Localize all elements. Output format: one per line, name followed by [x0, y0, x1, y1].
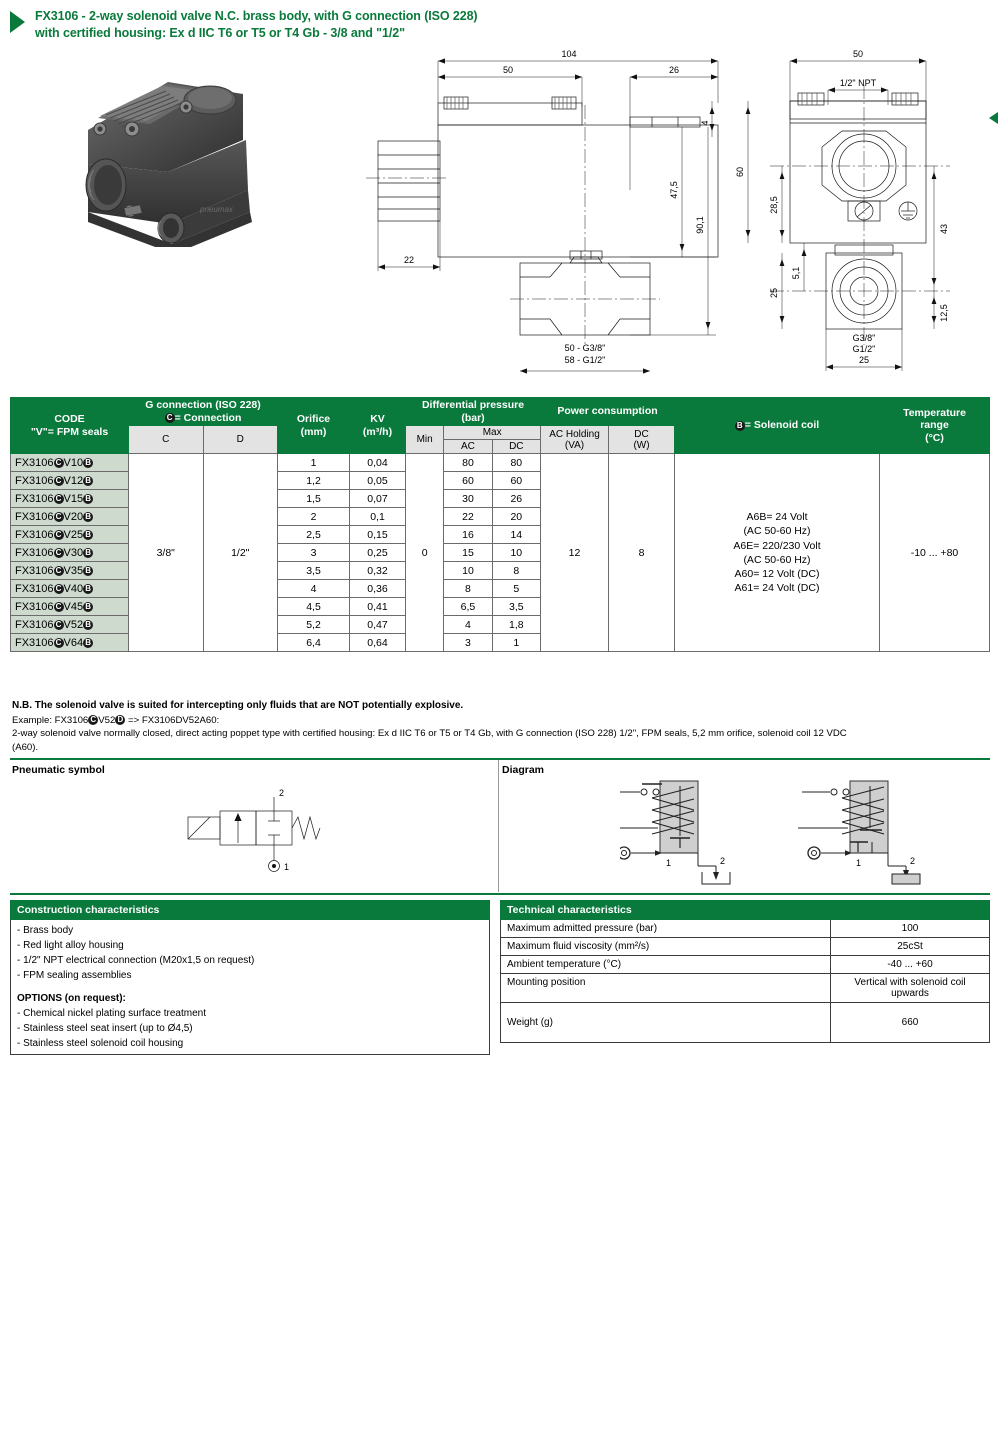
construction-item: - Red light alloy housing [17, 940, 124, 951]
note-block [12, 699, 990, 755]
svg-text:pneumax: pneumax [200, 205, 233, 214]
diagram-right-port1: 1 [856, 858, 862, 868]
cell-orifice: 2,5 [278, 526, 350, 544]
technical-row [501, 974, 990, 1003]
cell-max-ac: 15 [444, 544, 492, 562]
cell-max-ac: 22 [444, 508, 492, 526]
th-ac-holding-line2: (VA) [564, 439, 585, 451]
th-power-consumption: Power consumption [541, 398, 675, 426]
diagram-left-port1: 1 [666, 858, 672, 868]
cell-orifice: 5,2 [278, 616, 350, 634]
construction-options-list [17, 1006, 483, 1051]
dim-bottom-g38: 50 - G3/8" [564, 343, 606, 353]
panel-divider [498, 760, 499, 892]
construction-option-item: - Chemical nickel plating surface treatment [17, 1008, 206, 1019]
cell-max-ac: 3 [444, 634, 492, 652]
cell-max-ac: 80 [444, 454, 492, 472]
th-ac-holding-line1: AC Holding [549, 428, 600, 440]
th-diff-line2: (bar) [461, 411, 485, 424]
technical-key: Weight (g) [501, 1003, 831, 1043]
th-code [11, 398, 129, 454]
dim-g12: G1/2" [852, 344, 876, 354]
diagram-label: Diagram [502, 764, 545, 776]
technical-key: Maximum fluid viscosity (mm²/s) [501, 938, 831, 956]
th-dc-w [609, 426, 675, 454]
cell-code: FX3106 C V25 B [11, 526, 129, 544]
cell-temperature: -10 ... +80 [880, 454, 990, 652]
cell-orifice: 1,2 [278, 472, 350, 490]
product-photo [58, 72, 273, 247]
circled-b-icon: B [83, 494, 93, 504]
th-g-connection [129, 398, 278, 426]
cell-dc-w: 8 [609, 454, 675, 652]
cell-max-dc: 80 [492, 454, 540, 472]
note-line-1: N.B. The solenoid valve is suited for intercepting only fluids that are NOT potentially explosive. [12, 700, 464, 711]
dim-25-bottom: 25 [858, 355, 870, 365]
divider-bottom [10, 893, 990, 895]
construction-item: - Brass body [17, 925, 74, 936]
dim-25-left: 25 [769, 287, 779, 299]
cell-orifice: 4,5 [278, 598, 350, 616]
circled-c-icon: C [54, 476, 64, 486]
cell-max-dc: 5 [492, 580, 540, 598]
circled-b-icon: B [83, 620, 93, 630]
cell-solenoid-coil [675, 454, 880, 652]
coil-line: A61= 24 Volt (DC) [734, 582, 820, 595]
dim-90-1: 90,1 [695, 216, 705, 234]
construction-body-row [11, 920, 490, 1055]
th-code-line1: CODE [54, 413, 85, 425]
cell-connection-c: 3/8" [129, 454, 204, 652]
circled-c-icon: C [54, 638, 64, 648]
circled-c-icon: C [54, 602, 64, 612]
construction-options-title: OPTIONS (on request): [17, 993, 126, 1004]
circled-b-icon: B [735, 421, 745, 431]
cell-code: FX3106 C V15 B [11, 490, 129, 508]
pneumatic-symbol-label: Pneumatic symbol [12, 764, 105, 776]
coil-line: A60= 12 Volt (DC) [734, 567, 820, 580]
technical-title: Technical characteristics [501, 901, 990, 920]
th-orifice-line2: (mm) [300, 425, 327, 438]
technical-key: Mounting position [501, 974, 831, 1003]
diagram-right-port2: 2 [910, 856, 916, 866]
cell-max-ac: 4 [444, 616, 492, 634]
cell-kv: 0,25 [350, 544, 406, 562]
table-header-row-1 [11, 398, 990, 426]
cell-diff-min: 0 [406, 454, 444, 652]
technical-title-row [501, 901, 990, 920]
circled-c-icon: C [54, 620, 64, 630]
cell-max-dc: 20 [492, 508, 540, 526]
dim-26: 26 [668, 65, 680, 75]
cell-max-dc: 8 [492, 562, 540, 580]
diagram-left-port2: 2 [720, 856, 726, 866]
cell-kv: 0,41 [350, 598, 406, 616]
coil-line: A6B= 24 Volt [746, 511, 808, 524]
technical-value: -40 ... +60 [831, 956, 990, 974]
dim-104: 104 [561, 49, 577, 59]
note-line-4: (A60). [12, 742, 39, 754]
table-row [11, 454, 990, 472]
circled-c-icon-note: C [88, 715, 98, 725]
th-diff-line1: Differential pressure [421, 399, 525, 411]
dim-47-5: 47,5 [669, 181, 679, 199]
coil-line: (AC 50-60 Hz) [743, 525, 811, 538]
circled-b-icon: B [83, 602, 93, 612]
circled-c-icon: C [54, 494, 64, 504]
cell-ac-holding: 12 [541, 454, 609, 652]
circled-b-icon: B [83, 638, 93, 648]
technical-drawing [330, 45, 995, 390]
th-kv-line2: (m³/h) [362, 425, 393, 438]
cell-kv: 0,1 [350, 508, 406, 526]
cell-kv: 0,15 [350, 526, 406, 544]
circled-b-icon: B [83, 530, 93, 540]
note-line-2: Example: FX3106 C V52 D => FX3106DV52A60: [12, 714, 220, 726]
cell-code: FX3106 C V45 B [11, 598, 129, 616]
table-body [11, 454, 990, 652]
diagram-graphic [620, 778, 980, 888]
title-line-2: with certified housing: Ex d IIC T6 or T5 or T4 Gb - 3/8 and "1/2" [35, 25, 405, 40]
dim-43: 43 [939, 223, 949, 235]
dim-g38: G3/8" [852, 333, 876, 343]
divider-top [10, 758, 990, 760]
th-kv-line1: KV [370, 413, 385, 425]
cell-code: FX3106 C V12 B [11, 472, 129, 490]
cell-max-ac: 6,5 [444, 598, 492, 616]
coil-line: (AC 50-60 Hz) [743, 553, 811, 566]
cell-max-dc: 26 [492, 490, 540, 508]
cell-code: FX3106 C V35 B [11, 562, 129, 580]
circled-c-icon: C [54, 566, 64, 576]
circled-b-icon: B [83, 476, 93, 486]
dim-60: 60 [735, 166, 745, 178]
technical-value: Vertical with solenoid coil upwards [831, 974, 990, 1003]
cell-max-dc: 60 [492, 472, 540, 490]
title-line-1: FX3106 - 2-way solenoid valve N.C. brass body, with G connection (ISO 228) [35, 9, 478, 23]
circled-b-icon: B [83, 566, 93, 576]
cell-max-dc: 10 [492, 544, 540, 562]
circled-c-icon: C [54, 530, 64, 540]
construction-option-item: - Stainless steel seat insert (up to Ø4,5) [17, 1023, 193, 1034]
th-dc-line1: DC [634, 428, 649, 440]
th-temp-line2: range [920, 419, 949, 432]
th-kv [350, 398, 406, 454]
cell-connection-d: 1/2" [203, 454, 278, 652]
cell-code: FX3106 C V40 B [11, 580, 129, 598]
cell-max-ac: 30 [444, 490, 492, 508]
dim-4: 4 [700, 120, 710, 126]
th-g-connection-line1: G connection (ISO 228) [145, 399, 261, 411]
th-orifice-line1: Orifice [296, 413, 331, 425]
cell-kv: 0,47 [350, 616, 406, 634]
dim-22: 22 [403, 255, 415, 265]
th-max-dc: DC [492, 440, 540, 454]
th-col-d: D [203, 426, 278, 454]
technical-key: Ambient temperature (°C) [501, 956, 831, 974]
cell-orifice: 6,4 [278, 634, 350, 652]
cell-orifice: 3,5 [278, 562, 350, 580]
coil-line: A6E= 220/230 Volt [733, 539, 821, 552]
note-line-3: 2-way solenoid valve normally closed, direct acting poppet type with certified housing: Ex d IIC T6 or T5 or T4 Gb, with G connection (ISO 228) 1/2", FPM seals, 5,2 mm orifice, solenoid coil 12 VDC [12, 728, 847, 740]
construction-title-row [11, 901, 490, 920]
construction-list [17, 923, 483, 983]
dim-28-5: 28,5 [769, 196, 779, 214]
th-temp-line3: (°C) [925, 431, 944, 444]
cell-max-dc: 1 [492, 634, 540, 652]
circled-d-icon-note: D [115, 715, 125, 725]
construction-option-item: - Stainless steel solenoid coil housing [17, 1038, 184, 1049]
pneumatic-symbol-graphic [180, 785, 480, 885]
th-differential-pressure [406, 398, 541, 426]
cell-code: FX3106 C V10 B [11, 454, 129, 472]
circled-c-icon: C [165, 413, 175, 423]
th-dc-line2: (W) [633, 439, 650, 451]
cell-orifice: 4 [278, 580, 350, 598]
technical-value: 100 [831, 920, 990, 938]
cell-code: FX3106 C V64 B [11, 634, 129, 652]
construction-item: - 1/2" NPT electrical connection (M20x1,5 on request) [17, 955, 255, 966]
dim-50-top: 50 [502, 65, 514, 75]
th-ac-holding [541, 426, 609, 454]
th-solenoid-coil: B = Solenoid coil [675, 398, 880, 454]
circled-b-icon: B [83, 584, 93, 594]
cell-max-ac: 60 [444, 472, 492, 490]
page-title [10, 8, 950, 42]
construction-title: Construction characteristics [11, 901, 490, 920]
technical-characteristics-table [500, 900, 990, 1043]
th-temp-line1: Temperature [903, 406, 966, 419]
cell-kv: 0,07 [350, 490, 406, 508]
th-temperature-range [880, 398, 990, 454]
th-col-c: C [129, 426, 204, 454]
title-text-block [35, 8, 478, 42]
th-min: Min [406, 426, 444, 454]
circled-c-icon: C [54, 548, 64, 558]
circled-c-icon: C [54, 512, 64, 522]
th-orifice [278, 398, 350, 454]
cell-max-dc: 14 [492, 526, 540, 544]
construction-characteristics-table [10, 900, 490, 1055]
cell-kv: 0,05 [350, 472, 406, 490]
cell-kv: 0,32 [350, 562, 406, 580]
cell-orifice: 1 [278, 454, 350, 472]
cell-max-ac: 10 [444, 562, 492, 580]
technical-row [501, 1003, 990, 1043]
symbol-port-1-label: 1 [284, 862, 290, 872]
cell-code: FX3106 C V20 B [11, 508, 129, 526]
technical-row [501, 956, 990, 974]
dim-npt: 1/2" NPT [839, 78, 877, 88]
dim-5-1: 5,1 [791, 266, 801, 280]
th-code-line2: "V"= FPM seals [30, 425, 109, 438]
circled-b-icon: B [83, 458, 93, 468]
cell-max-ac: 16 [444, 526, 492, 544]
cell-orifice: 2 [278, 508, 350, 526]
technical-value: 660 [831, 1003, 990, 1043]
triangle-bullet-icon [10, 11, 25, 33]
cell-max-dc: 3,5 [492, 598, 540, 616]
cell-orifice: 3 [278, 544, 350, 562]
th-g-connection-line2: C = Connection [131, 412, 275, 425]
th-max-ac: AC [444, 440, 492, 454]
construction-body-cell [11, 920, 490, 1055]
technical-value: 25cSt [831, 938, 990, 956]
circled-b-icon: B [83, 512, 93, 522]
dim-right-50: 50 [852, 49, 864, 59]
cell-max-ac: 8 [444, 580, 492, 598]
cell-max-dc: 1,8 [492, 616, 540, 634]
technical-row [501, 920, 990, 938]
cell-orifice: 1,5 [278, 490, 350, 508]
specifications-table [10, 397, 990, 652]
circled-c-icon: C [54, 584, 64, 594]
circled-c-icon: C [54, 458, 64, 468]
cell-code: FX3106 C V52 B [11, 616, 129, 634]
technical-body [501, 920, 990, 1043]
cell-kv: 0,04 [350, 454, 406, 472]
circled-b-icon: B [83, 548, 93, 558]
symbol-port-2-label: 2 [279, 788, 285, 798]
cell-code: FX3106 C V30 B [11, 544, 129, 562]
construction-item: - FPM sealing assemblies [17, 970, 132, 981]
th-max: Max [444, 426, 541, 440]
dim-12-5: 12,5 [939, 304, 949, 322]
dim-bottom-g12: 58 - G1/2" [564, 355, 606, 365]
cell-kv: 0,64 [350, 634, 406, 652]
technical-key: Maximum admitted pressure (bar) [501, 920, 831, 938]
technical-row [501, 938, 990, 956]
cell-kv: 0,36 [350, 580, 406, 598]
